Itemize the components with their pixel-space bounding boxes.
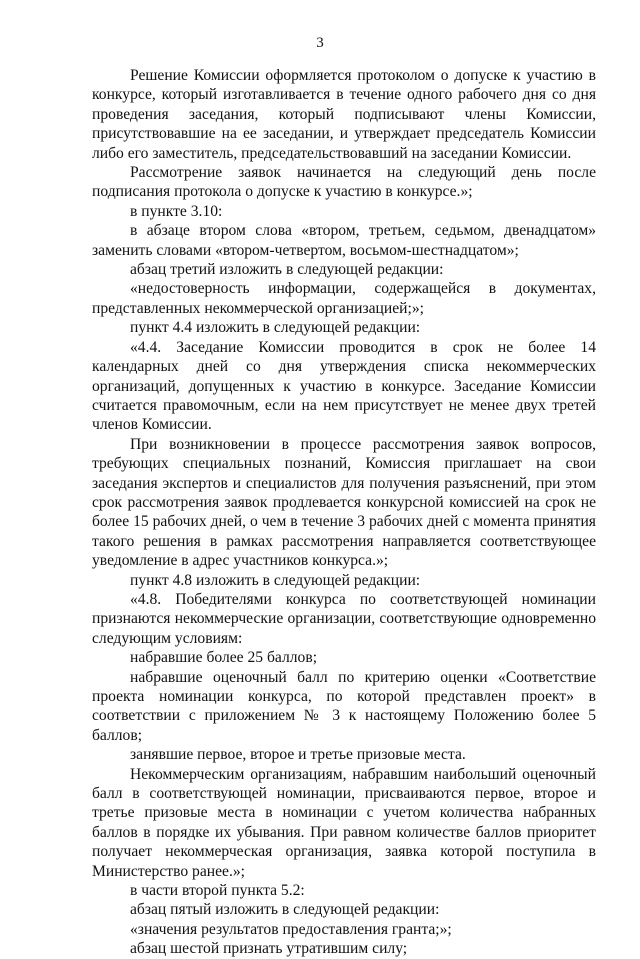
paragraph-17: абзац пятый изложить в следующей редакции: — [130, 901, 440, 919]
paragraph-13: набравшие оценочный балл по критерию оценки «Соответствие проекта номинации конкурса, по которой представлен проект» в соответствии с приложением № 3 к настоящему Положению более 5 баллов; — [92, 668, 596, 744]
paragraph-12: набравшие более 25 баллов; — [130, 649, 318, 667]
paragraph-15: Некоммерческим организациям, набравшим наибольший оценочный балл в соответствующей номинации, присваиваются первое, второе и третье призовые места в номинации с учетом количества набранных баллов в порядке их убывания. При равном количестве баллов приоритет получает некоммерческая организация, заявка которой поступила в Министерство ранее.»; — [92, 765, 596, 880]
paragraph-9: При возникновении в процессе рассмотрения заявок вопросов, требующих специальных познаний, Комиссия приглашает на свои заседания экспертов и специалистов для получения разъяснений, при этом срок рассмотрения заявок продлевается конкурсной комиссией на срок не более 15 рабочих дней, о чем в течение 3 рабочих дней с момента принятия такого решения в рамках рассмотрения направляется соответствующее уведомление в адрес участников конкурса.»; — [92, 435, 596, 570]
paragraph-8: «4.4. Заседание Комиссии проводится в срок не более 14 календарных дней со дня утверждения списка некоммерческих организаций, допущенных к участию в конкурсе. Заседание Комиссии считается правомочным, если на нем присутствует не менее двух третей членов Комиссии. — [92, 338, 596, 434]
paragraph-14: занявшие первое, второе и третье призовые места. — [130, 746, 466, 764]
paragraph-7: пункт 4.4 изложить в следующей редакции: — [130, 319, 421, 337]
paragraph-19: абзац шестой признать утратившим силу; — [130, 940, 408, 958]
paragraph-11: «4.8. Победителями конкурса по соответствующей номинации признаются некоммерческие организации, соответствующие одновременно следующим условиям: — [92, 590, 596, 647]
paragraph-3: в пункте 3.10: — [130, 202, 223, 220]
paragraph-5: абзац третий изложить в следующей редакции: — [130, 261, 444, 279]
paragraph-18: «значения результатов предоставления гранта;»; — [130, 920, 452, 938]
paragraph-4: в абзаце втором слова «втором, третьем, седьмом, двенадцатом» заменить словами «втором-четвертом, восьмом-шестнадцатом»; — [92, 222, 596, 259]
paragraph-2: Рассмотрение заявок начинается на следующий день после подписания протокола о допуске к участию в конкурсе.»; — [92, 164, 596, 201]
page-number: 3 — [316, 35, 324, 51]
document-body — [92, 66, 596, 959]
paragraph-1: Решение Комиссии оформляется протоколом о допуске к участию в конкурсе, который изготавливается в течение одного рабочего дня со дня проведения заседания, который подписывают члены Комиссии, присутствовавшие на ее заседании, и утверждает председатель Комиссии либо его заместитель, председательствовавший на заседании Комиссии. — [92, 67, 596, 162]
paragraph-6: «недостоверность информации, содержащейся в документах, представленных некоммерческой организацией;»; — [92, 280, 596, 317]
paragraph-10: пункт 4.8 изложить в следующей редакции: — [130, 571, 421, 589]
paragraph-16: в части второй пункта 5.2: — [130, 882, 305, 900]
